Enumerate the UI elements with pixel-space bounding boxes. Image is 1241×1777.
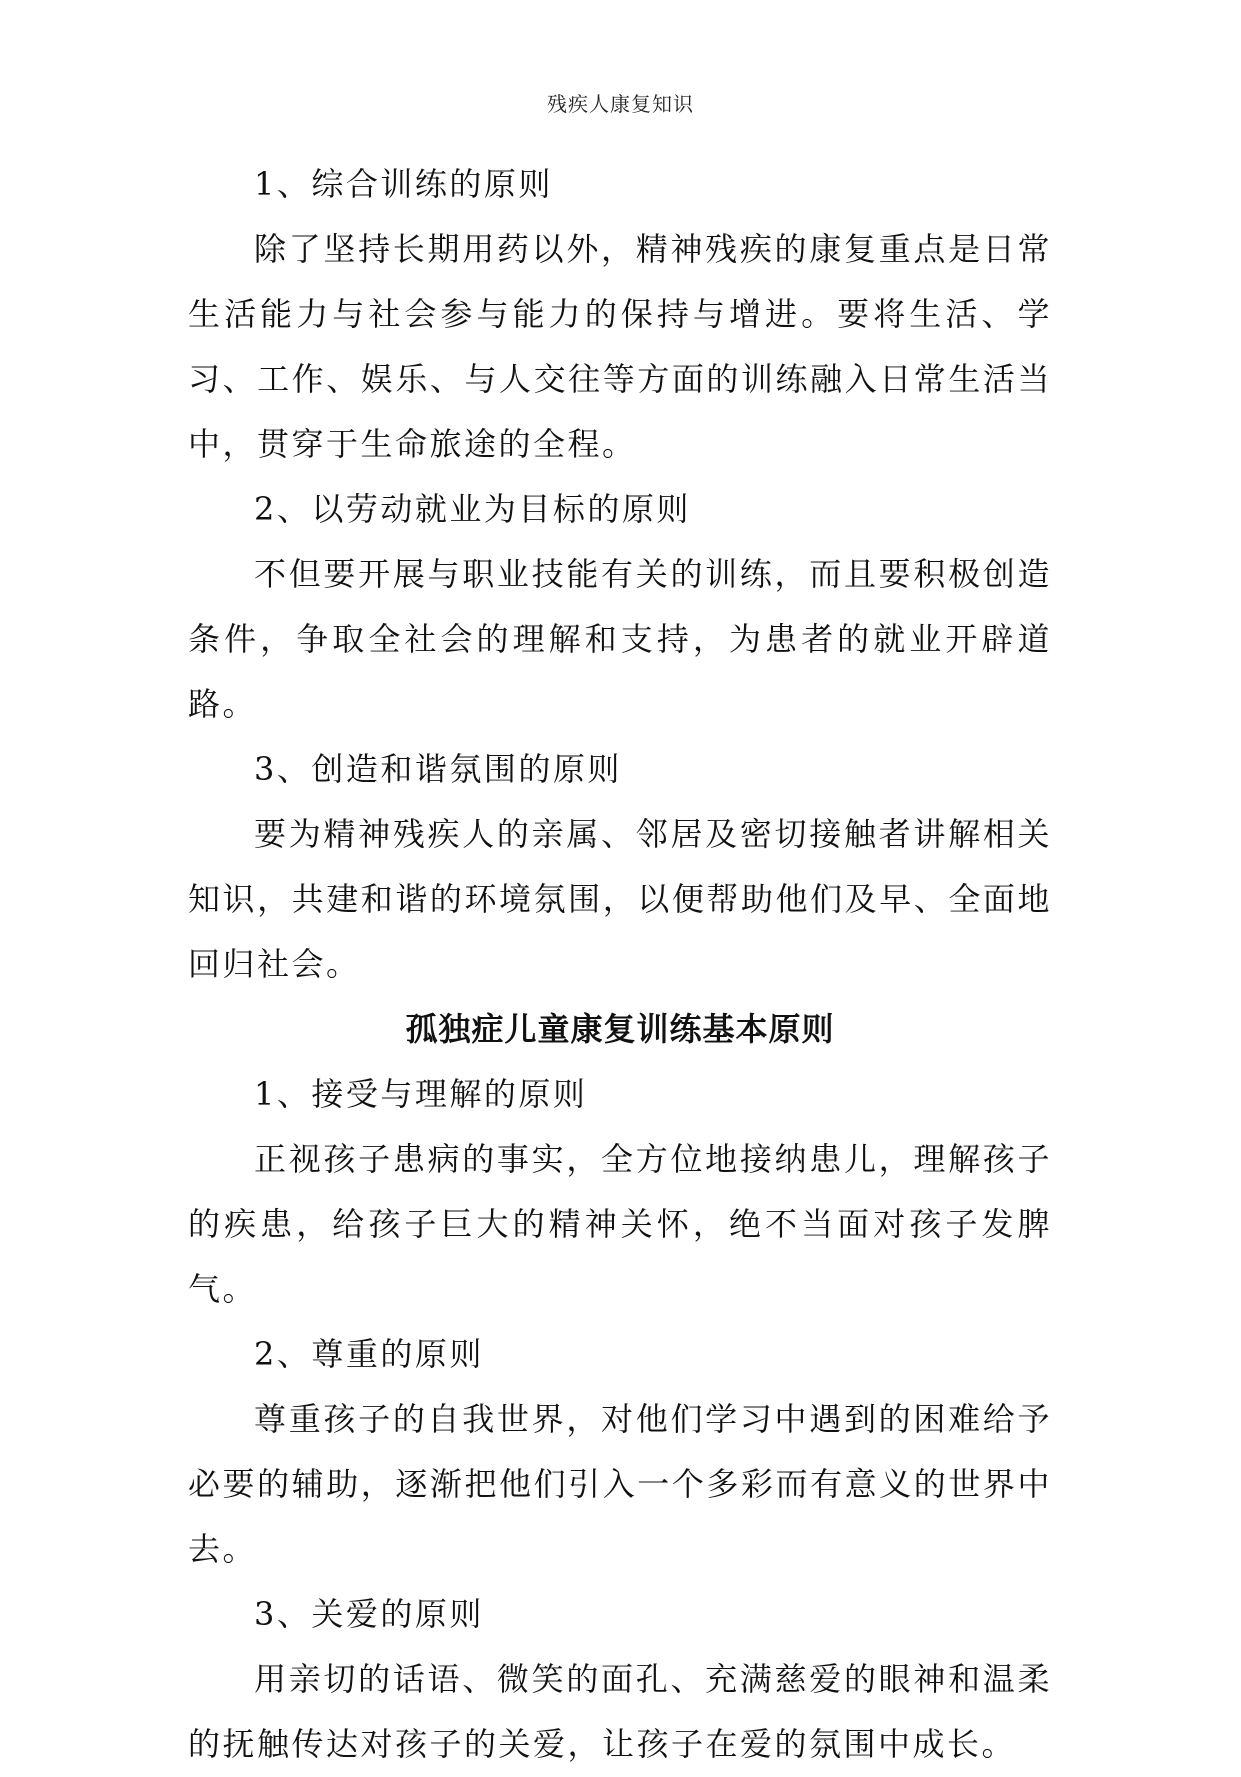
principle-heading: 3、创造和谐氛围的原则	[254, 750, 622, 788]
principle-text: 除了坚持长期用药以外，精神残疾的康复重点是日常生活能力与社会参与能力的保持与增进。要将生活、学习、工作、娱乐、与人交往等方面的训练融入日常生活当中，贯穿于生命旅途的全程。	[188, 230, 1052, 463]
principle-heading: 3、关爱的原则	[254, 1595, 484, 1633]
principle-text: 尊重孩子的自我世界，对他们学习中遇到的困难给予必要的辅助，逐渐把他们引入一个多彩而有意义的世界中去。	[188, 1400, 1052, 1568]
principle-heading: 1、综合训练的原则	[254, 165, 553, 203]
principle-text: 用亲切的话语、微笑的面孔、充满慈爱的眼神和温柔的抚触传达对孩子的关爱，让孩子在爱的氛围中成长。	[188, 1660, 1052, 1763]
principle-heading: 2、尊重的原则	[254, 1335, 484, 1373]
principle-text: 正视孩子患病的事实，全方位地接纳患儿，理解孩子的疾患，给孩子巨大的精神关怀，绝不当面对孩子发脾气。	[188, 1140, 1052, 1308]
principle-heading: 2、以劳动就业为目标的原则	[254, 490, 691, 528]
document-body	[188, 152, 1052, 1777]
principle-text: 要为精神残疾人的亲属、邻居及密切接触者讲解相关知识，共建和谐的环境氛围，以便帮助他们及早、全面地回归社会。	[188, 815, 1052, 983]
principle-heading: 1、接受与理解的原则	[254, 1075, 588, 1113]
page-header: 残疾人康复知识	[547, 92, 694, 116]
principle-text: 不但要开展与职业技能有关的训练，而且要积极创造条件，争取全社会的理解和支持，为患者的就业开辟道路。	[188, 555, 1052, 723]
section-title: 孤独症儿童康复训练基本原则	[405, 1010, 835, 1048]
